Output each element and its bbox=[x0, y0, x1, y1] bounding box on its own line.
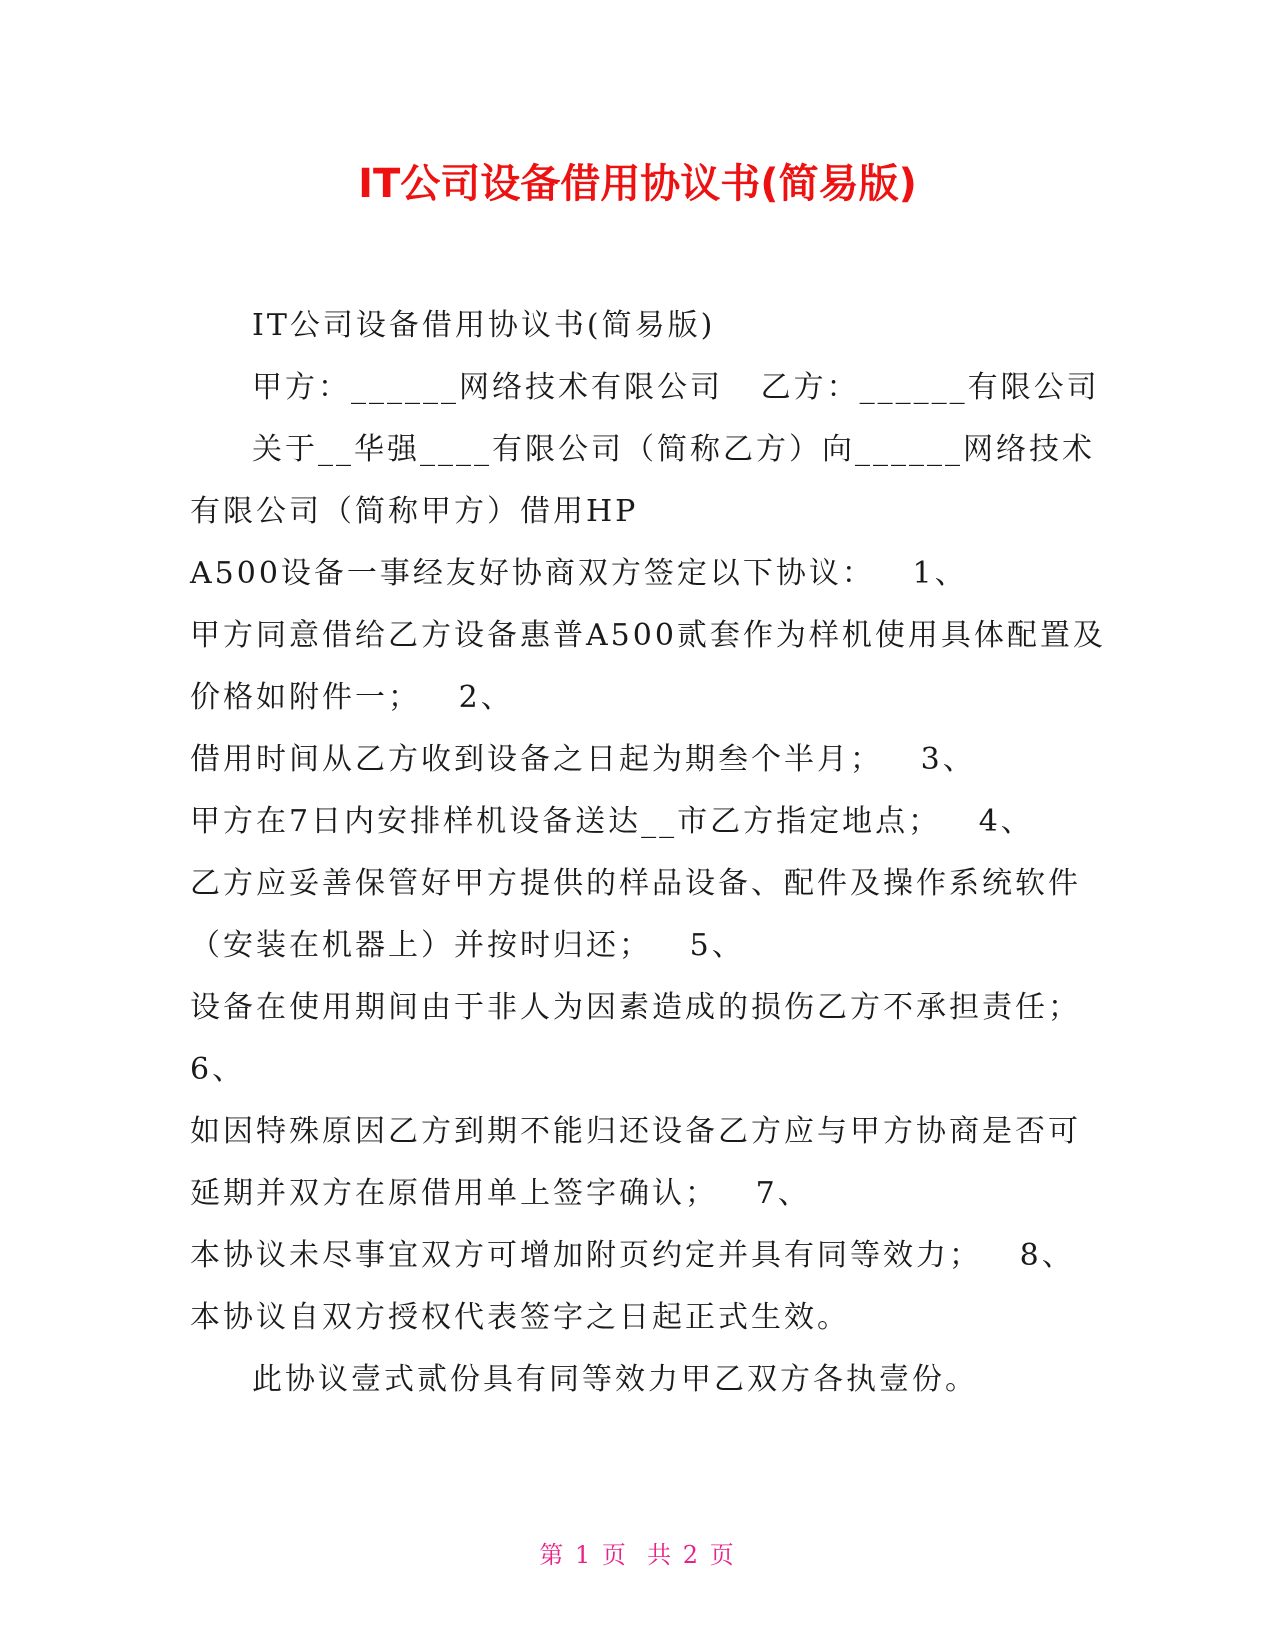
body-line: 本协议未尽事宜双方可增加附页约定并具有同等效力； 8、 bbox=[190, 1238, 1075, 1273]
page-title: IT公司设备借用协议书(简易版) bbox=[358, 161, 917, 207]
footer-current-page: 1 bbox=[574, 1541, 593, 1569]
footer-middle: 页 共 bbox=[601, 1541, 674, 1569]
body-line: 甲方：______网络技术有限公司 乙方：______有限公司 bbox=[252, 370, 1100, 405]
body-line: 价格如附件一； 2、 bbox=[190, 680, 514, 715]
body-line: 如因特殊原因乙方到期不能归还设备乙方应与甲方协商是否可 bbox=[190, 1114, 1081, 1149]
body-line: A500设备一事经友好协商双方签定以下协议： 1、 bbox=[190, 556, 968, 591]
footer-suffix: 页 bbox=[709, 1541, 736, 1569]
body-line: （安装在机器上）并按时归还； 5、 bbox=[190, 928, 745, 963]
body-line: 此协议壹式贰份具有同等效力甲乙双方各执壹份。 bbox=[252, 1362, 978, 1397]
body-line: 本协议自双方授权代表签字之日起正式生效。 bbox=[190, 1300, 850, 1335]
body-line: 设备在使用期间由于非人为因素造成的损伤乙方不承担责任； bbox=[190, 990, 1081, 1025]
body-line: 甲方在7日内安排样机设备送达__市乙方指定地点； 4、 bbox=[190, 804, 1034, 839]
body-line: 6、 bbox=[190, 1052, 246, 1087]
body-line: IT公司设备借用协议书(简易版) bbox=[252, 308, 716, 343]
body-line: 延期并双方在原借用单上签字确认； 7、 bbox=[190, 1176, 811, 1211]
footer-total-pages: 2 bbox=[682, 1541, 701, 1569]
body-line: 甲方同意借给乙方设备惠普A500贰套作为样机使用具体配置及 bbox=[190, 618, 1106, 653]
footer-prefix: 第 bbox=[539, 1541, 566, 1569]
body-line: 关于__华强____有限公司（简称乙方）向______网络技术 bbox=[252, 432, 1095, 467]
body-line: 乙方应妥善保管好甲方提供的样品设备、配件及操作系统软件 bbox=[190, 866, 1081, 901]
document-body bbox=[190, 295, 1106, 1411]
page-footer bbox=[0, 1540, 1275, 1570]
body-line: 有限公司（简称甲方）借用HP bbox=[190, 494, 639, 529]
body-line: 借用时间从乙方收到设备之日起为期叁个半月； 3、 bbox=[190, 742, 976, 777]
